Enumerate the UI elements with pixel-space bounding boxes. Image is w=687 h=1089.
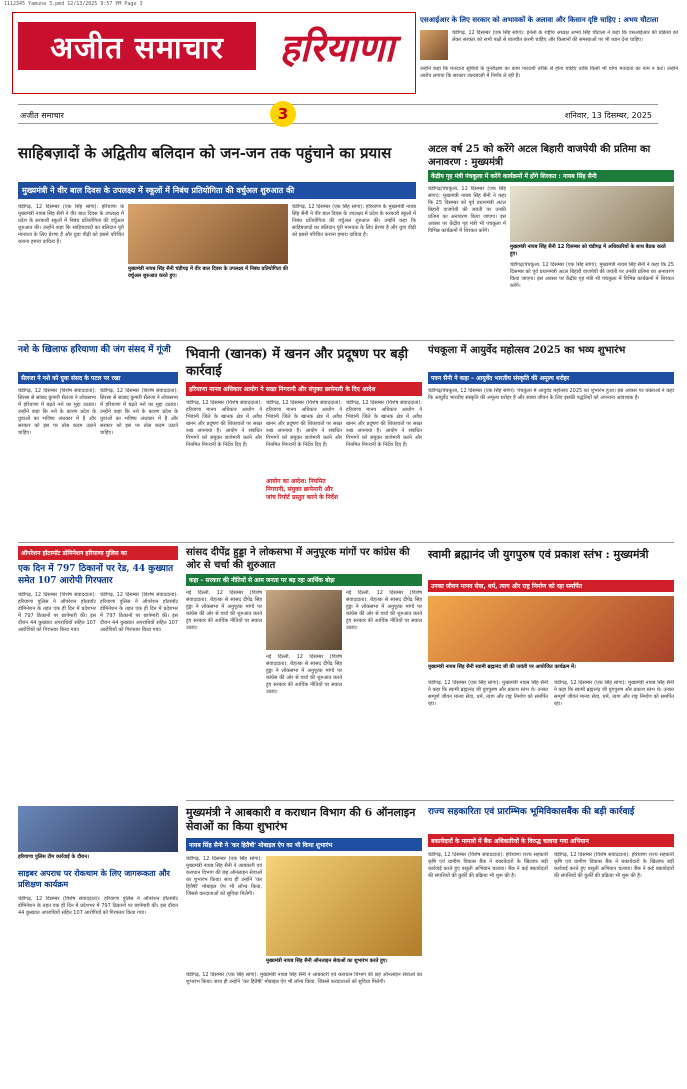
lead-story-banner: मुख्यमंत्री ने वीर बाल दिवस के उपलक्ष्य में स्कूलों में निबंध प्रतियोगिता की वर्चुअल शुरुआत की xyxy=(18,182,416,199)
masthead-logo-right: हरियाणा xyxy=(279,25,395,70)
section-divider-2 xyxy=(18,542,674,543)
lead-story-headline: साहिबज़ादों के अद्वितीय बलिदान को जन-जन तक पहुंचाने का प्रयास xyxy=(18,144,392,162)
mining-story-body-col2: चंडीगढ़, 12 दिसम्बर (विशेष संवाददाता): हरियाणा मानव अधिकार आयोग ने भिवानी जिले के खानक क्षेत्र में अवैध खनन और प्रदूषण की शिकायतों पर सख्त रुख अपनाया है। आयोग ने संबंधित विभागों को संयुक्त छापेमारी करने और नियमित निगरानी के निर्देश दिए हैं। xyxy=(266,400,342,448)
masthead-date: शनिवार, 13 दिसम्बर, 2025 xyxy=(564,111,652,120)
police-story-caption: हरियाणा पुलिस टीम कार्रवाई के दौरान। xyxy=(18,854,90,860)
lead-story-photo xyxy=(128,204,288,264)
excise-story-caption: मुख्यमंत्री नायब सिंह सैनी ऑनलाइन सेवाओं का शुभारंभ करते हुए। xyxy=(266,958,388,964)
top-story-body: चंडीगढ़, 12 दिसम्बर (एक सिंह सांगा): इनेलो के राष्ट्रीय अध्यक्ष अभय सिंह चौटाला ने कहा कि एसआईआर की प्रक्रिया को लेकर सरकार को सभी पक्षों से बातचीत करनी चाहिए और किसानों की समस्याओं पर भी ध्यान देना चाहिए। xyxy=(452,30,678,43)
excise-story-photo xyxy=(266,856,422,956)
drugs-story-headline: नशे के खिलाफ हरियाणा की जंग संसद में गूंजी xyxy=(18,345,171,355)
police-story-body-col3: चंडीगढ़, 12 दिसम्बर (विशेष संवाददाता): हरियाणा पुलिस ने ऑपरेशन हॉटस्पॉट डोमिनेशन के तहत एक ही दिन में प्रदेशभर में 797 ठिकानों पर छापेमारी की। इस दौरान 44 कुख्यात अपराधियों सहित 107 आरोपियों को गिरफ्तार किया गया। xyxy=(18,896,178,916)
drugs-story-body-col2: चंडीगढ़, 12 दिसम्बर (विशेष संवाददाता): सिरसा से सांसद कुमारी सैलजा ने लोकसभा में हरियाणा में बढ़ते नशे का मुद्दा उठाया। उन्होंने कहा कि नशे के कारण प्रदेश के युवाओं का भविष्य अंधकार में है और सरकार को इस पर ठोस कदम उठाने चाहिए। xyxy=(100,388,178,436)
ayurveda-story-body: चंडीगढ़/पंचकूला, 12 दिसम्बर (एक सिंह सांगा): पंचकूला में आयुर्वेद महोत्सव 2025 का शुभारंभ हुआ। इस अवसर पर वक्ताओं ने कहा कि आयुर्वेद भारतीय संस्कृति की अमूल्य धरोहर है और स्वस्थ जीवन के लिए इसकी पद्धतियों को अपनाना आवश्यक है। xyxy=(428,388,674,401)
top-story-body-continued: उन्होंने कहा कि मतदाता सूचियों के पुनरीक्षण का काम पारदर्शी तरीके से होना चाहिए ताकि किसी भी योग्य मतदाता का नाम न कटे। उन्होंने आरोप लगाया कि सरकार जल्दबाज़ी में निर्णय ले रही है। xyxy=(420,66,678,79)
police-story-photo xyxy=(18,806,178,852)
mp-story-headline: सांसद दीपेंद्र हुड्डा ने लोकसभा में अनुपूरक मांगों पर कांग्रेस की ओर से चर्चा की शुरुआत xyxy=(186,547,410,571)
section-divider-3 xyxy=(186,800,674,801)
police-story-body-col2: चंडीगढ़, 12 दिसम्बर (विशेष संवाददाता): हरियाणा पुलिस ने ऑपरेशन हॉटस्पॉट डोमिनेशन के तहत एक ही दिन में प्रदेशभर में 797 ठिकानों पर छापेमारी की। इस दौरान 44 कुख्यात अपराधियों सहित 107 आरोपियों को गिरफ्तार किया गया। xyxy=(100,592,178,633)
ayurveda-story-subhead: पवन सैनी ने कहा – आयुर्वेद भारतीय संस्कृति की अमूल्य धरोहर xyxy=(428,372,674,384)
lead-story-body: चंडीगढ़, 12 दिसम्बर (एक सिंह सांगा): हरियाणा के मुख्यमंत्री नायब सिंह सैनी ने वीर बाल दिवस के उपलक्ष्य में प्रदेश के सरकारी स्कूलों में निबंध प्रतियोगिता की वर्चुअल शुरुआत की। उन्होंने कहा कि साहिबज़ादों का बलिदान पूरी मानवता के लिए प्रेरणा है और युवा पीढ़ी को इससे परिचित कराना हमारा दायित्व है। xyxy=(18,204,124,245)
swami-story-body: चंडीगढ़, 12 दिसम्बर (एक सिंह सांगा): मुख्यमंत्री नायब सिंह सैनी ने कहा कि स्वामी ब्रह्मानंद जी युगपुरुष और प्रकाश स्तंभ थे। उनका सम्पूर्ण जीवन मानव सेवा, धर्म, त्याग और राष्ट्र निर्माण को समर्पित रहा। xyxy=(428,680,548,707)
top-story-photo xyxy=(420,30,448,60)
mp-story-body-col2: नई दिल्ली, 12 दिसम्बर (विशेष संवाददाता): रोहतक से सांसद दीपेंद्र सिंह हुड्डा ने लोकसभा में अनुपूरक मांगों पर कांग्रेस की ओर से चर्चा की शुरुआत करते हुए सरकार की आर्थिक नीतियों पर सवाल उठाए। xyxy=(266,654,342,695)
right-story-body-col2: चंडीगढ़/पंचकूला, 12 दिसम्बर (एक सिंह सांगा): मुख्यमंत्री नायब सिंह सैनी ने कहा कि 25 दिसम्बर को पूर्व प्रधानमंत्री अटल बिहारी वाजपेयी की जयंती पर उनकी प्रतिमा का अनावरण किया जाएगा। इस अवसर पर केंद्रीय गृह मंत्री भी पंचकूला में विभिन्न कार्यक्रमों में शिरकत करेंगे। xyxy=(510,262,674,289)
cooperative-story-subhead: बकायेदारों के मामलों में बैंक अधिकारियों के विरुद्ध चलाया गया अभियान xyxy=(428,834,674,847)
police-story-kicker: ऑपरेशन हॉटस्पॉट डोमिनेशन हरियाणा पुलिस का xyxy=(18,546,178,560)
cooperative-story-body: चंडीगढ़, 12 दिसम्बर (विशेष संवाददाता): हरियाणा राज्य सहकारी कृषि एवं ग्रामीण विकास बैंक ने बकायेदारों के खिलाफ बड़ी कार्रवाई करते हुए वसूली अभियान चलाया। बैंक ने कई बकायेदारों की संपत्तियों की कुर्की की प्रक्रिया भी शुरू की है। xyxy=(428,852,548,879)
mp-story-body: नई दिल्ली, 12 दिसम्बर (विशेष संवाददाता): रोहतक से सांसद दीपेंद्र सिंह हुड्डा ने लोकसभा में अनुपूरक मांगों पर कांग्रेस की ओर से चर्चा की शुरुआत करते हुए सरकार की आर्थिक नीतियों पर सवाल उठाए। xyxy=(186,590,262,631)
ayurveda-story-headline: पंचकूला में आयुर्वेद महोत्सव 2025 का भव्य शुभारंभ xyxy=(428,345,626,356)
mining-story-subhead: आयोग का आदेश: नियमित निगरानी, संयुक्त छापेमारी और जांच रिपोर्ट प्रस्तुत करने के निर्देश xyxy=(266,478,338,501)
section-divider xyxy=(18,340,674,341)
swami-story-photo xyxy=(428,596,674,662)
lead-story-body-col2: चंडीगढ़, 12 दिसम्बर (एक सिंह सांगा): हरियाणा के मुख्यमंत्री नायब सिंह सैनी ने वीर बाल दिवस के उपलक्ष्य में प्रदेश के सरकारी स्कूलों में निबंध प्रतियोगिता की वर्चुअल शुरुआत की। उन्होंने कहा कि साहिबज़ादों का बलिदान पूरी मानवता के लिए प्रेरणा है और युवा पीढ़ी को इससे परिचित कराना हमारा दायित्व है। xyxy=(292,204,416,238)
right-story-caption: मुख्यमंत्री नायब सिंह सैनी 12 दिसम्बर को चंडीगढ़ में अधिकारियों के साथ बैठक करते हुए। xyxy=(510,244,666,257)
right-story-body: चंडीगढ़/पंचकूला, 12 दिसम्बर (एक सिंह सांगा): मुख्यमंत्री नायब सिंह सैनी ने कहा कि 25 दिसम्बर को पूर्व प्रधानमंत्री अटल बिहारी वाजपेयी की जयंती पर उनकी प्रतिमा का अनावरण किया जाएगा। इस अवसर पर केंद्रीय गृह मंत्री भी पंचकूला में विभिन्न कार्यक्रमों में शिरकत करेंगे। xyxy=(428,186,506,234)
masthead-paper-name: अजीत समाचार xyxy=(20,111,64,120)
excise-story-headline: मुख्यमंत्री ने आबकारी व कराधान विभाग की 6 ऑनलाइन सेवाओं का किया शुभारंभ xyxy=(186,806,416,833)
excise-story-banner: नायब सिंह सैनी ने 'कर हितैषी' मोबाइल ऐप का भी किया शुभारंभ xyxy=(186,838,422,851)
excise-story-body-col2: चंडीगढ़, 12 दिसम्बर (एक सिंह सांगा): मुख्यमंत्री नायब सिंह सैनी ने आबकारी एवं कराधान विभाग की छह ऑनलाइन सेवाओं का शुभारंभ किया। साथ ही उन्होंने 'कर हितैषी' मोबाइल ऐप भी लॉन्च किया, जिससे करदाताओं को सुविधा मिलेगी। xyxy=(186,972,422,985)
masthead-info-bar xyxy=(18,104,658,124)
swami-story-body-col2: चंडीगढ़, 12 दिसम्बर (एक सिंह सांगा): मुख्यमंत्री नायब सिंह सैनी ने कहा कि स्वामी ब्रह्मानंद जी युगपुरुष और प्रकाश स्तंभ थे। उनका सम्पूर्ण जीवन मानव सेवा, धर्म, त्याग और राष्ट्र निर्माण को समर्पित रहा। xyxy=(554,680,674,707)
print-metadata: 1112345 Yamuna 3.pmd 12/13/2025 9:57 PM Page 3 xyxy=(4,1,143,7)
page-number-badge: 3 xyxy=(270,101,296,127)
lead-story-caption: मुख्यमंत्री नायब सिंह सैनी चंडीगढ़ में वीर बाल दिवस के उपलक्ष्य में निबंध प्रतियोगिता की वर्चुअल शुरुआत करते हुए। xyxy=(128,266,288,279)
mining-story-body: चंडीगढ़, 12 दिसम्बर (विशेष संवाददाता): हरियाणा मानव अधिकार आयोग ने भिवानी जिले के खानक क्षेत्र में अवैध खनन और प्रदूषण की शिकायतों पर सख्त रुख अपनाया है। आयोग ने संबंधित विभागों को संयुक्त छापेमारी करने और नियमित निगरानी के निर्देश दिए हैं। xyxy=(186,400,262,448)
right-story-photo xyxy=(510,186,674,242)
mp-story-subhead: कहा – सरकार की नीतियों से आम जनता पर बढ़ रहा आर्थिक बोझ xyxy=(186,574,422,586)
police-story-body: चंडीगढ़, 12 दिसम्बर (विशेष संवाददाता): हरियाणा पुलिस ने ऑपरेशन हॉटस्पॉट डोमिनेशन के तहत एक ही दिन में प्रदेशभर में 797 ठिकानों पर छापेमारी की। इस दौरान 44 कुख्यात अपराधियों सहित 107 आरोपियों को गिरफ्तार किया गया। xyxy=(18,592,96,633)
swami-story-caption: मुख्यमंत्री नायब सिंह सैनी स्वामी ब्रह्मानंद जी की जयंती पर आयोजित कार्यक्रम में। xyxy=(428,664,576,670)
cooperative-story-body-col2: चंडीगढ़, 12 दिसम्बर (विशेष संवाददाता): हरियाणा राज्य सहकारी कृषि एवं ग्रामीण विकास बैंक ने बकायेदारों के खिलाफ बड़ी कार्रवाई करते हुए वसूली अभियान चलाया। बैंक ने कई बकायेदारों की संपत्तियों की कुर्की की प्रक्रिया भी शुरू की है। xyxy=(554,852,674,879)
right-story-subhead: केंद्रीय गृह मंत्री पंचकूला में करेंगे कार्यक्रमों में होंगे शिरकत : नायब सिंह सैनी xyxy=(428,170,674,182)
swami-story-subhead: उनका जीवन मानव सेवा, धर्म, त्याग और राष्ट्र निर्माण को रहा समर्पित xyxy=(428,580,674,592)
excise-story-body: चंडीगढ़, 12 दिसम्बर (एक सिंह सांगा): मुख्यमंत्री नायब सिंह सैनी ने आबकारी एवं कराधान विभाग की छह ऑनलाइन सेवाओं का शुभारंभ किया। साथ ही उन्होंने 'कर हितैषी' मोबाइल ऐप भी लॉन्च किया, जिससे करदाताओं को सुविधा मिलेगी। xyxy=(186,856,262,897)
right-story-headline: अटल वर्ष 25 को करेंगे अटल बिहारी वाजपेयी की प्रतिमा का अनावरण : मुख्यमंत्री xyxy=(428,144,651,168)
police-story-subhead: साइबर अपराध पर रोकथाम के लिए जागरूकता और प्रशिक्षण कार्यक्रम xyxy=(18,868,170,889)
mining-story-headline: भिवानी (खानक) में खनन और प्रदूषण पर बड़ी कार्रवाई xyxy=(186,347,408,379)
mining-story-banner: हरियाणा मानव अधिकार आयोग ने सख्त निगरानी और संयुक्त छापेमारी के दिए आदेश xyxy=(186,382,422,396)
top-story-headline: एसआईआर के लिए सरकार को अभावकों के अलावा और किसान दृष्टि चाहिए : अभय चौटाला xyxy=(420,16,659,24)
cooperative-story-headline: राज्य सहकारिता एवं प्रारम्भिक भूमिविकासबैंक की बड़ी कार्रवाई xyxy=(428,807,635,817)
police-story-headline: एक दिन में 797 ठिकानों पर रेड, 44 कुख्यात समेत 107 आरोपी गिरफ्तार xyxy=(18,564,174,586)
swami-story-headline: स्वामी ब्रह्मानंद जी युगपुरुष एवं प्रकाश स्तंभ : मुख्यमंत्री xyxy=(428,548,649,561)
drugs-story-subhead: सैलजा ने नशे को युवा संसद के पटल पर रखा xyxy=(18,372,178,384)
drugs-story-body: चंडीगढ़, 12 दिसम्बर (विशेष संवाददाता): सिरसा से सांसद कुमारी सैलजा ने लोकसभा में हरियाणा में बढ़ते नशे का मुद्दा उठाया। उन्होंने कहा कि नशे के कारण प्रदेश के युवाओं का भविष्य अंधकार में है और सरकार को इस पर ठोस कदम उठाने चाहिए। xyxy=(18,388,96,436)
masthead-logo-left: अजीत समाचार xyxy=(18,22,256,70)
mining-story-body-col3: चंडीगढ़, 12 दिसम्बर (विशेष संवाददाता): हरियाणा मानव अधिकार आयोग ने भिवानी जिले के खानक क्षेत्र में अवैध खनन और प्रदूषण की शिकायतों पर सख्त रुख अपनाया है। आयोग ने संबंधित विभागों को संयुक्त छापेमारी करने और नियमित निगरानी के निर्देश दिए हैं। xyxy=(346,400,422,448)
mp-story-photo xyxy=(266,590,342,650)
mp-story-body-col3: नई दिल्ली, 12 दिसम्बर (विशेष संवाददाता): रोहतक से सांसद दीपेंद्र सिंह हुड्डा ने लोकसभा में अनुपूरक मांगों पर कांग्रेस की ओर से चर्चा की शुरुआत करते हुए सरकार की आर्थिक नीतियों पर सवाल उठाए। xyxy=(346,590,422,631)
